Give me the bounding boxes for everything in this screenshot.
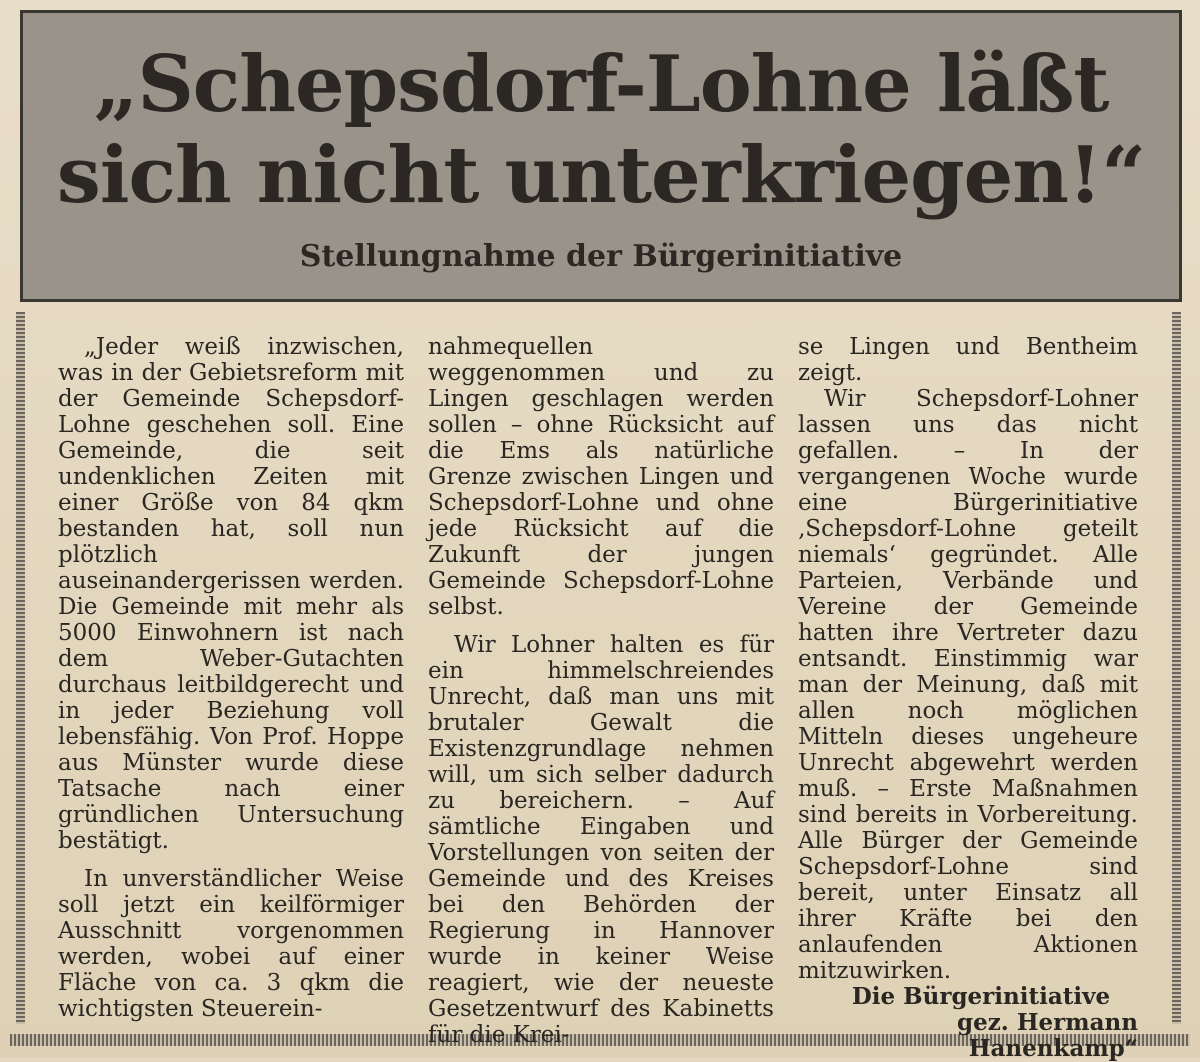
paragraph: nahmequellen weggenommen und zu Lingen geschlagen werden sollen – ohne Rücksicht auf die Ems als natürliche Grenze zwischen Lingen und Schepsdorf-Lohne und ohne jede Rücksicht auf die Zukunft der jungen Gemeinde Schepsdorf-Lohne selbst. (428, 334, 774, 620)
right-border-rule (1172, 312, 1181, 1024)
left-border-rule (16, 312, 25, 1024)
paragraph: Wir Lohner halten es für ein himmelschreiendes Unrecht, daß man uns mit brutaler Gewalt die Existenzgrundlage nehmen will, um sich selber dadurch zu bereichern. – Auf sämtliche Eingaben und Vorstellungen von seiten der Gemeinde und des Kreises bei den Behörden der Regierung in Hannover wurde in keiner Weise reagiert, wie der neueste Gesetzentwurf des Kabinetts für die Krei- (428, 632, 774, 1048)
article-column-3 (798, 334, 1138, 1062)
signature-organization: Die Bürgerinitiative (851, 983, 1111, 1010)
paragraph: „Jeder weiß inzwischen, was in der Gebietsreform mit der Gemeinde Schepsdorf-Lohne geschehen soll. Eine Gemeinde, die seit undenklichen Zeiten mit einer Größe von 84 qkm bestanden hat, soll nun plötzlich auseinandergerissen werden. Die Gemeinde mit mehr als 5000 Einwohnern ist nach dem Weber-Gutachten durchaus leitbildgerecht und in jeder Beziehung voll lebensfähig. Von Prof. Hoppe aus Münster wurde diese Tatsache nach einer gründlichen Untersuchung bestätigt. (58, 334, 404, 854)
signature-name: gez. Hermann Hanenkamp“ (957, 1009, 1138, 1062)
subtitle: Stellungnahme der Bürgerinitiative (299, 239, 903, 274)
headline-line-2: sich nicht unterkriegen!“ (56, 130, 1146, 221)
headline-line-1: „Schepsdorf-Lohne läßt (93, 39, 1109, 130)
article-column-1 (58, 334, 404, 1022)
headline-box (20, 10, 1182, 302)
paragraph: In unverständlicher Weise soll jetzt ein keilförmiger Ausschnitt vorgenommen werden, wobei auf einer Fläche von ca. 3 qkm die wichtigsten Steuerein- (58, 866, 404, 1022)
paragraph: se Lingen und Bentheim zeigt. (798, 334, 1138, 386)
paragraph: Wir Schepsdorf-Lohner lassen uns das nicht gefallen. – In der vergangenen Woche wurde eine Bürgerinitiative ‚Schepsdorf-Lohne geteilt niemals‘ gegründet. Alle Parteien, Verbände und Vereine der Gemeinde hatten ihre Vertreter dazu entsandt. Einstimmig war man der Meinung, daß mit allen noch möglichen Mitteln dieses ungeheure Unrecht abgewehrt werden muß. – Erste Maßnahmen sind bereits in Vorbereitung. Alle Bürger der Gemeinde Schepsdorf-Lohne sind bereit, unter Einsatz all ihrer Kräfte bei den anlaufenden Aktionen mitzuwirken. (798, 386, 1138, 984)
article-column-2 (428, 334, 774, 1048)
